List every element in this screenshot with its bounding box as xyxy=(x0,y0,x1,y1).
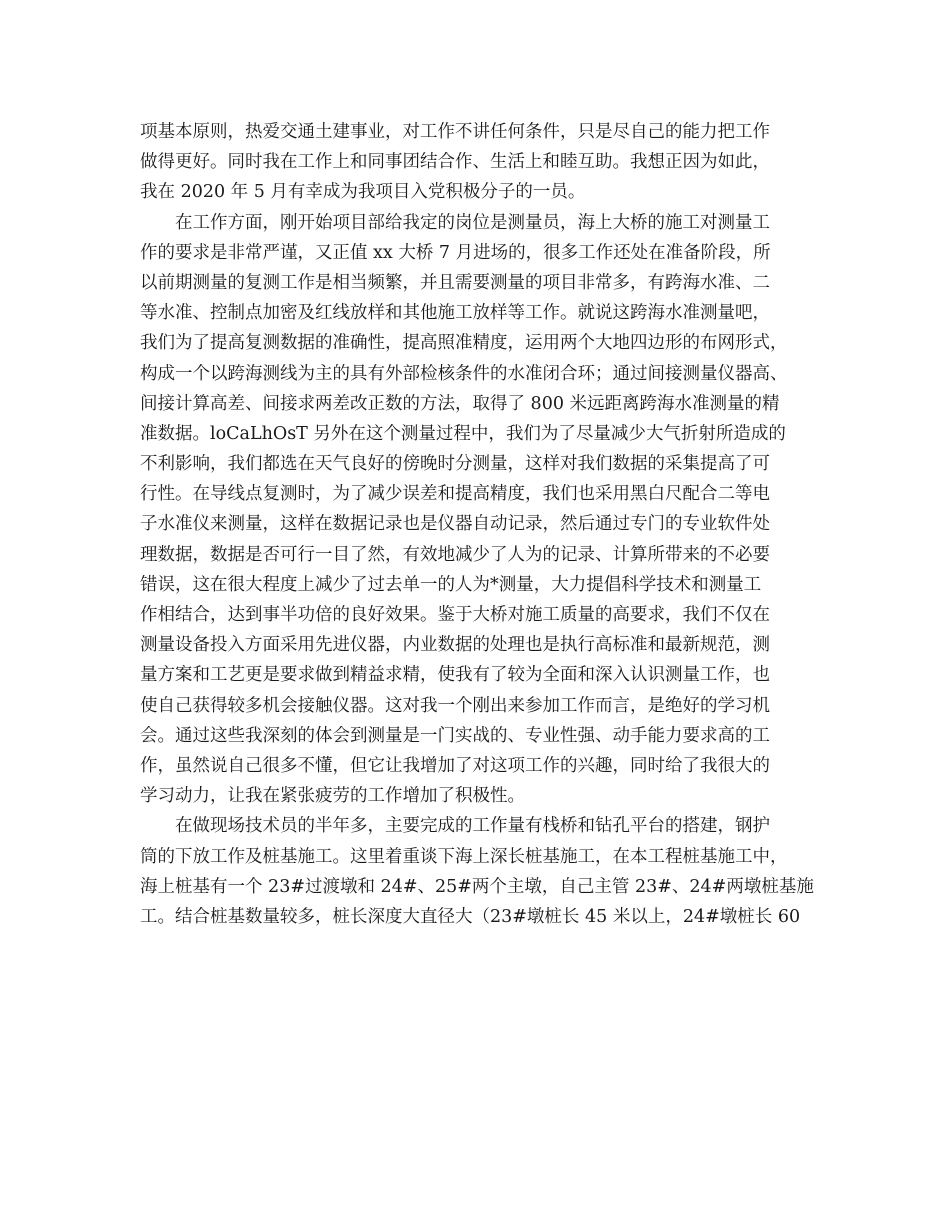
text-line: 以前期测量的复测工作是相当频繁，并且需要测量的项目非常多，有跨海水准、二 xyxy=(140,272,770,293)
text-line: 间接计算高差、间接求两差改正数的方法，取得了 800 米远距离跨海水准测量的精 xyxy=(140,393,780,414)
text-line: 作的要求是非常严谨，又正值 xx 大桥 7 月进场的，很多工作还处在准备阶段，所 xyxy=(140,242,771,263)
text-line: 行性。在导线点复测时，为了减少误差和提高精度，我们也采用黑白尺配合二等电 xyxy=(140,484,770,505)
text-line: 作，虽然说自己很多不懂，但它让我增加了对这项工作的兴趣，同时给了我很大的 xyxy=(140,755,770,776)
text-line: 我们为了提高复测数据的准确性，提高照准精度，运用两个大地四边形的布网形式， xyxy=(140,333,788,354)
text-line: 作相结合，达到事半功倍的良好效果。鉴于大桥对施工质量的高要求，我们不仅在 xyxy=(140,605,770,625)
text-line: 使自己获得较多机会接触仪器。这对我一个刚出来参加工作而言，是绝好的学习机 xyxy=(140,695,770,716)
text-line: 学习动力，让我在紧张疲劳的工作增加了积极性。 xyxy=(140,786,525,807)
text-line: 海上桩基有一个 23#过渡墩和 24#、25#两个主墩，自己主管 23#、24#两墩桩基施 xyxy=(140,876,814,897)
body-text xyxy=(140,117,840,932)
text-line: 工。结合桩基数量较多，桩长深度大直径大（23#墩桩长 45 米以上，24#墩桩长 60 xyxy=(140,906,801,927)
text-line: 不利影响，我们都选在天气良好的傍晚时分测量，这样对我们数据的采集提高了可 xyxy=(140,454,770,475)
text-line: 构成一个以跨海测线为主的具有外部检核条件的水准闭合环；通过间接测量仪器高、 xyxy=(140,363,788,384)
text-line: 筒的下放工作及桩基施工。这里着重谈下海上深长桩基施工，在本工程桩基施工中， xyxy=(140,846,788,867)
text-line: 等水准、控制点加密及红线放样和其他施工放样等工作。就说这跨海水准测量吧， xyxy=(140,303,770,324)
text-line: 测量设备投入方面采用先进仪器，内业数据的处理也是执行高标准和最新规范，测 xyxy=(140,635,770,656)
text-line: 量方案和工艺更是要求做到精益求精，使我有了较为全面和深入认识测量工作，也 xyxy=(140,665,770,686)
text-line: 做得更好。同时我在工作上和同事团结合作、生活上和睦互助。我想正因为如此， xyxy=(140,152,770,173)
text-line: 理数据，数据是否可行一目了然，有效地减少了人为的记录、计算所带来的不必要 xyxy=(140,544,770,565)
text-line: 子水准仪来测量，这样在数据记录也是仪器自动记录，然后通过专门的专业软件处 xyxy=(140,514,770,535)
text-line: 准数据。loCaLhOsT 另外在这个测量过程中，我们为了尽量减少大气折射所造成的 xyxy=(140,423,786,444)
text-line: 我在 2020 年 5 月有幸成为我项目入党积极分子的一员。 xyxy=(140,182,586,203)
text-line: 会。通过这些我深刻的体会到测量是一门实战的、专业性强、动手能力要求高的工 xyxy=(140,725,770,746)
text-line: 在做现场技术员的半年多，主要完成的工作量有栈桥和钻孔平台的搭建，钢护 xyxy=(175,816,770,837)
text-line: 项基本原则，热爱交通土建事业，对工作不讲任何条件，只是尽自己的能力把工作 xyxy=(140,122,770,142)
text-line: 错误，这在很大程度上减少了过去单一的人为*测量，大力提倡科学技术和测量工 xyxy=(140,574,762,595)
text-line: 在工作方面，刚开始项目部给我定的岗位是测量员，海上大桥的施工对测量工 xyxy=(175,212,770,233)
